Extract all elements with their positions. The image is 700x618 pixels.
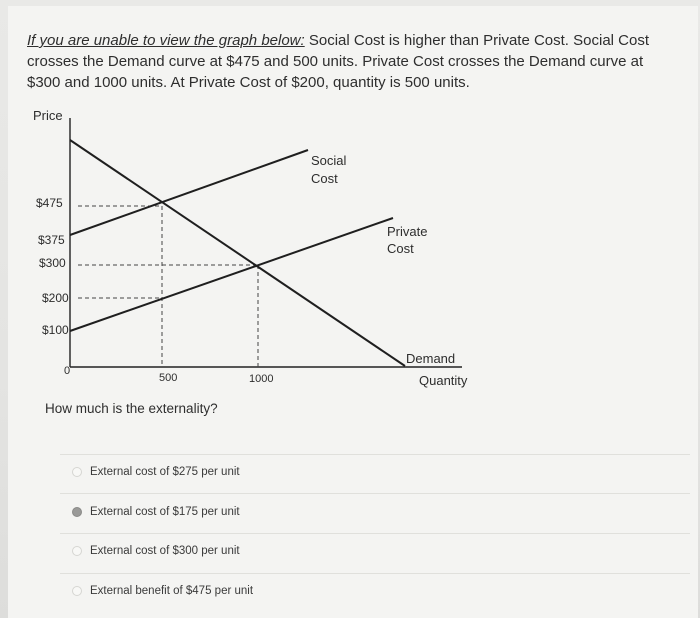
divider [60, 493, 690, 494]
social-cost-line [70, 150, 308, 235]
description-lead: If you are unable to view the graph below: [27, 32, 305, 49]
y-tick-300: $300 [39, 256, 66, 270]
y-tick-100: $100 [42, 323, 69, 337]
answer-option-benefit-475[interactable] [72, 582, 253, 600]
divider [60, 454, 690, 455]
x-tick-500: 500 [159, 372, 178, 384]
x-tick-0: 0 [64, 365, 71, 377]
radio-button-selected[interactable] [72, 507, 82, 517]
social-cost-label-2: Cost [311, 171, 338, 186]
option-label: External cost of $300 per unit [90, 545, 240, 557]
private-cost-label-1: Private [387, 224, 428, 239]
divider [60, 573, 690, 574]
demand-label: Demand [406, 351, 456, 366]
option-label: External cost of $275 per unit [90, 466, 240, 478]
divider [60, 533, 690, 534]
private-cost-label-2: Cost [387, 241, 414, 256]
question-text: How much is the externality? [45, 401, 218, 416]
description-body: Social Cost is higher than Private Cost. Social Cost crosses the Demand curve at $475 and 500 units. Private Cost crosses the Demand curve at $300 and 1000 units. At Private Cost of $200, quantity is 500 units. [27, 32, 650, 91]
option-label: External benefit of $475 per unit [90, 585, 254, 597]
y-axis-label: Price [33, 108, 63, 123]
radio-button[interactable] [72, 467, 82, 477]
y-tick-475: $475 [36, 196, 63, 210]
x-axis-label: Quantity [419, 373, 468, 388]
answer-option-275[interactable] [72, 463, 240, 481]
x-tick-1000: 1000 [249, 373, 274, 385]
social-cost-label-1: Social [311, 153, 347, 168]
y-tick-200: $200 [42, 291, 69, 305]
radio-button[interactable] [72, 546, 82, 556]
option-label: External cost of $175 per unit [90, 506, 240, 518]
private-cost-line [70, 218, 393, 331]
answer-option-300[interactable] [72, 542, 240, 560]
demand-line [70, 140, 405, 366]
answer-option-175[interactable] [72, 503, 240, 521]
radio-button[interactable] [72, 586, 82, 596]
y-tick-375: $375 [38, 233, 65, 247]
